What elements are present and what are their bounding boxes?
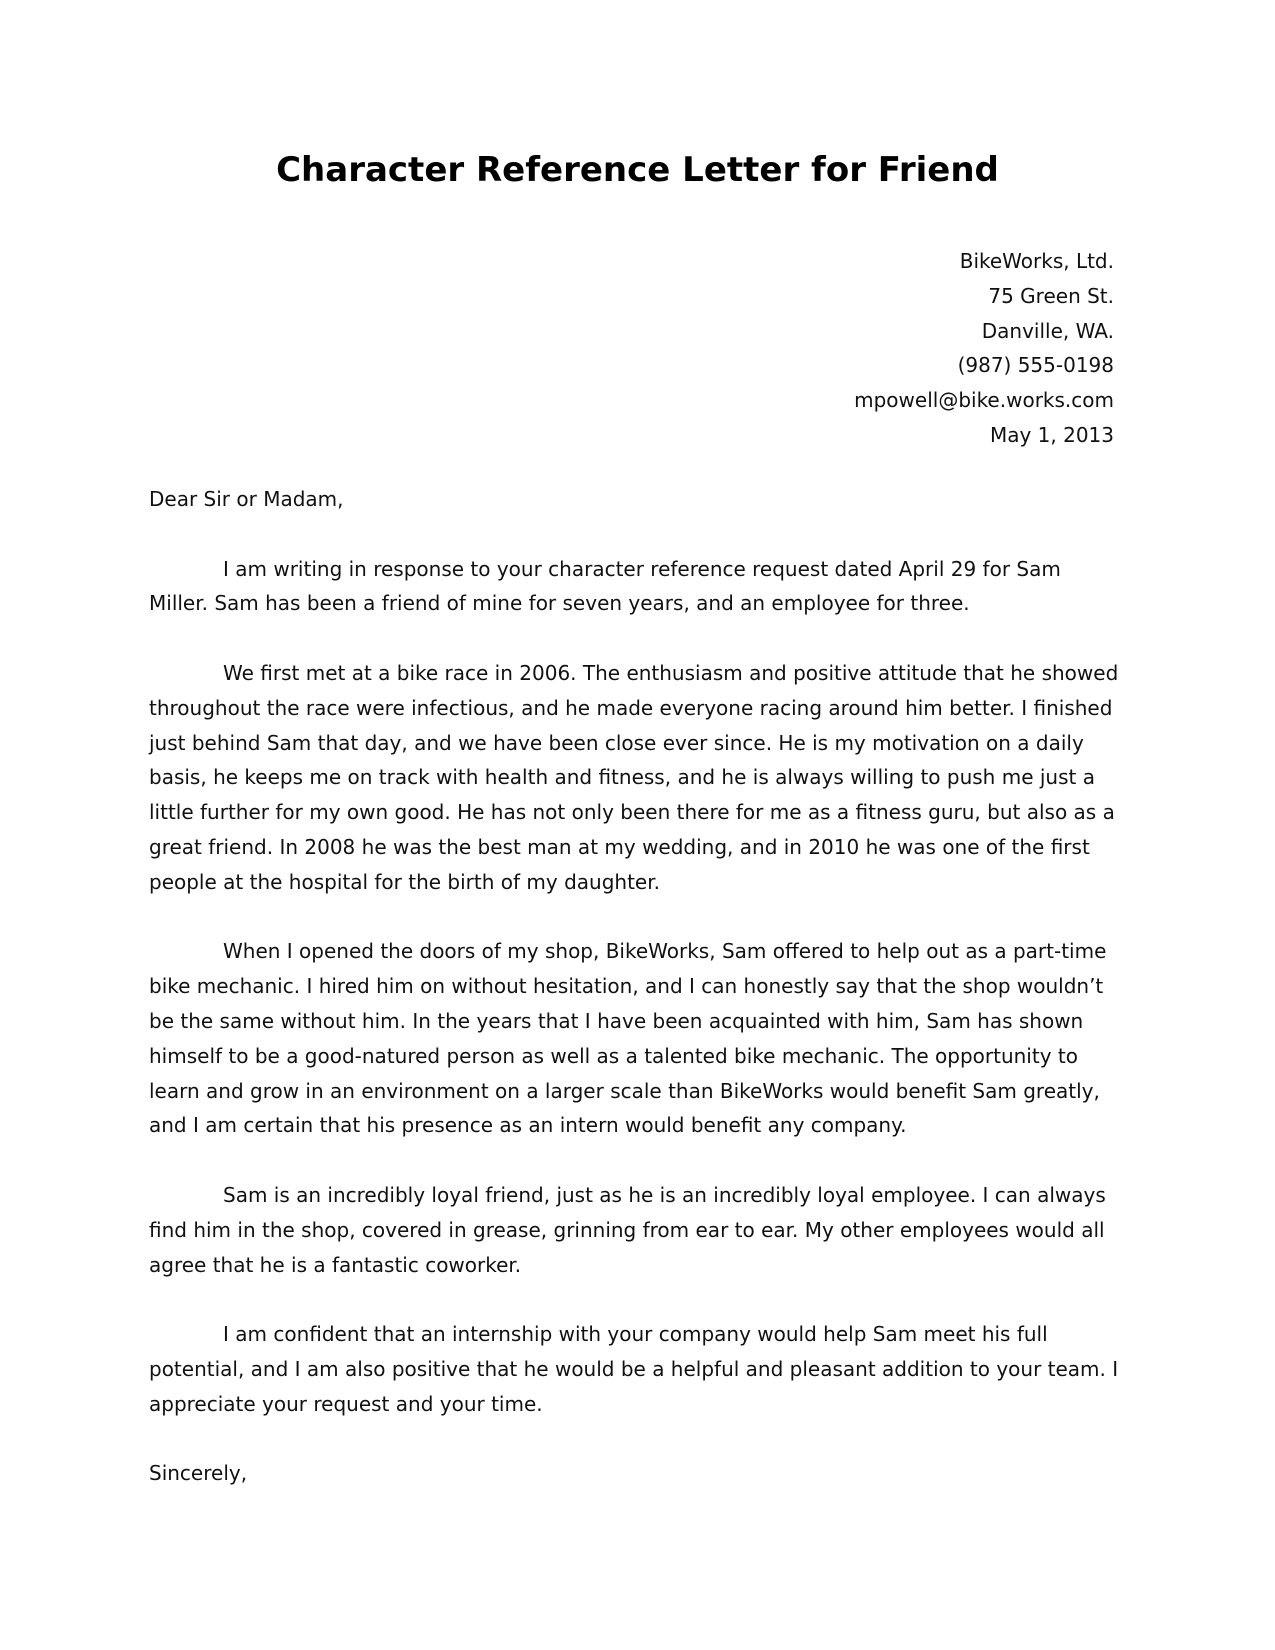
body-paragraph: We first met at a bike race in 2006. The enthusiasm and positive attitude that he showed throughout the race were infectious, and he made everyone racing around him better. I finished just behind Sam that day, and we have been close ever since. He is my motivation on a daily basis, he keeps me on track with health and fitness, and he is always willing to push me just a little further for my own good. He has not only been there for me as a fitness guru, but also as a great friend. In 2008 he was the best man at my wedding, and in 2010 he was one of the first people at the hospital for the birth of my daughter. <box>149 660 1119 894</box>
sender-company: BikeWorks, Ltd. <box>959 249 1114 273</box>
body-paragraph: When I opened the doors of my shop, BikeWorks, Sam offered to help out as a part-time bike mechanic. I hired him on without hesitation, and I can honestly say that the shop wouldn’t be the same without him. In the years that I have been acquainted with him, Sam has shown himself to be a good-natured person as well as a talented bike mechanic. The opportunity to learn and grow in an environment on a larger scale than BikeWorks would benefit Sam greatly, and I am certain that his presence as an intern would benefit any company. <box>149 939 1107 1138</box>
sender-address-block <box>854 244 1114 453</box>
page-title: Character Reference Letter for Friend <box>276 150 999 190</box>
salutation: Dear Sir or Madam, <box>149 487 344 511</box>
sender-street: 75 Green St. <box>988 283 1114 308</box>
body-paragraph: I am writing in response to your character reference request dated April 29 for Sam Miller. Sam has been a friend of mine for seven years, and an employee for three. <box>149 556 1061 616</box>
body-paragraph: I am confident that an internship with your company would help Sam meet his full potential, and I am also positive that he would be a helpful and pleasant addition to your team. I appreciate your request and your time. <box>149 1322 1119 1416</box>
closing: Sincerely, <box>149 1461 248 1486</box>
letter-date: May 1, 2013 <box>989 422 1114 447</box>
letter-body <box>149 482 1121 1491</box>
body-paragraph: Sam is an incredibly loyal friend, just as he is an incredibly loyal employee. I can always find him in the shop, covered in grease, grinning from ear to ear. My other employees would all agree that he is a fantastic coworker. <box>149 1182 1106 1277</box>
sender-email: mpowell@bike.works.com <box>854 388 1114 413</box>
sender-city: Danville, WA. <box>981 318 1114 343</box>
sender-phone: (987) 555-0198 <box>957 353 1114 378</box>
